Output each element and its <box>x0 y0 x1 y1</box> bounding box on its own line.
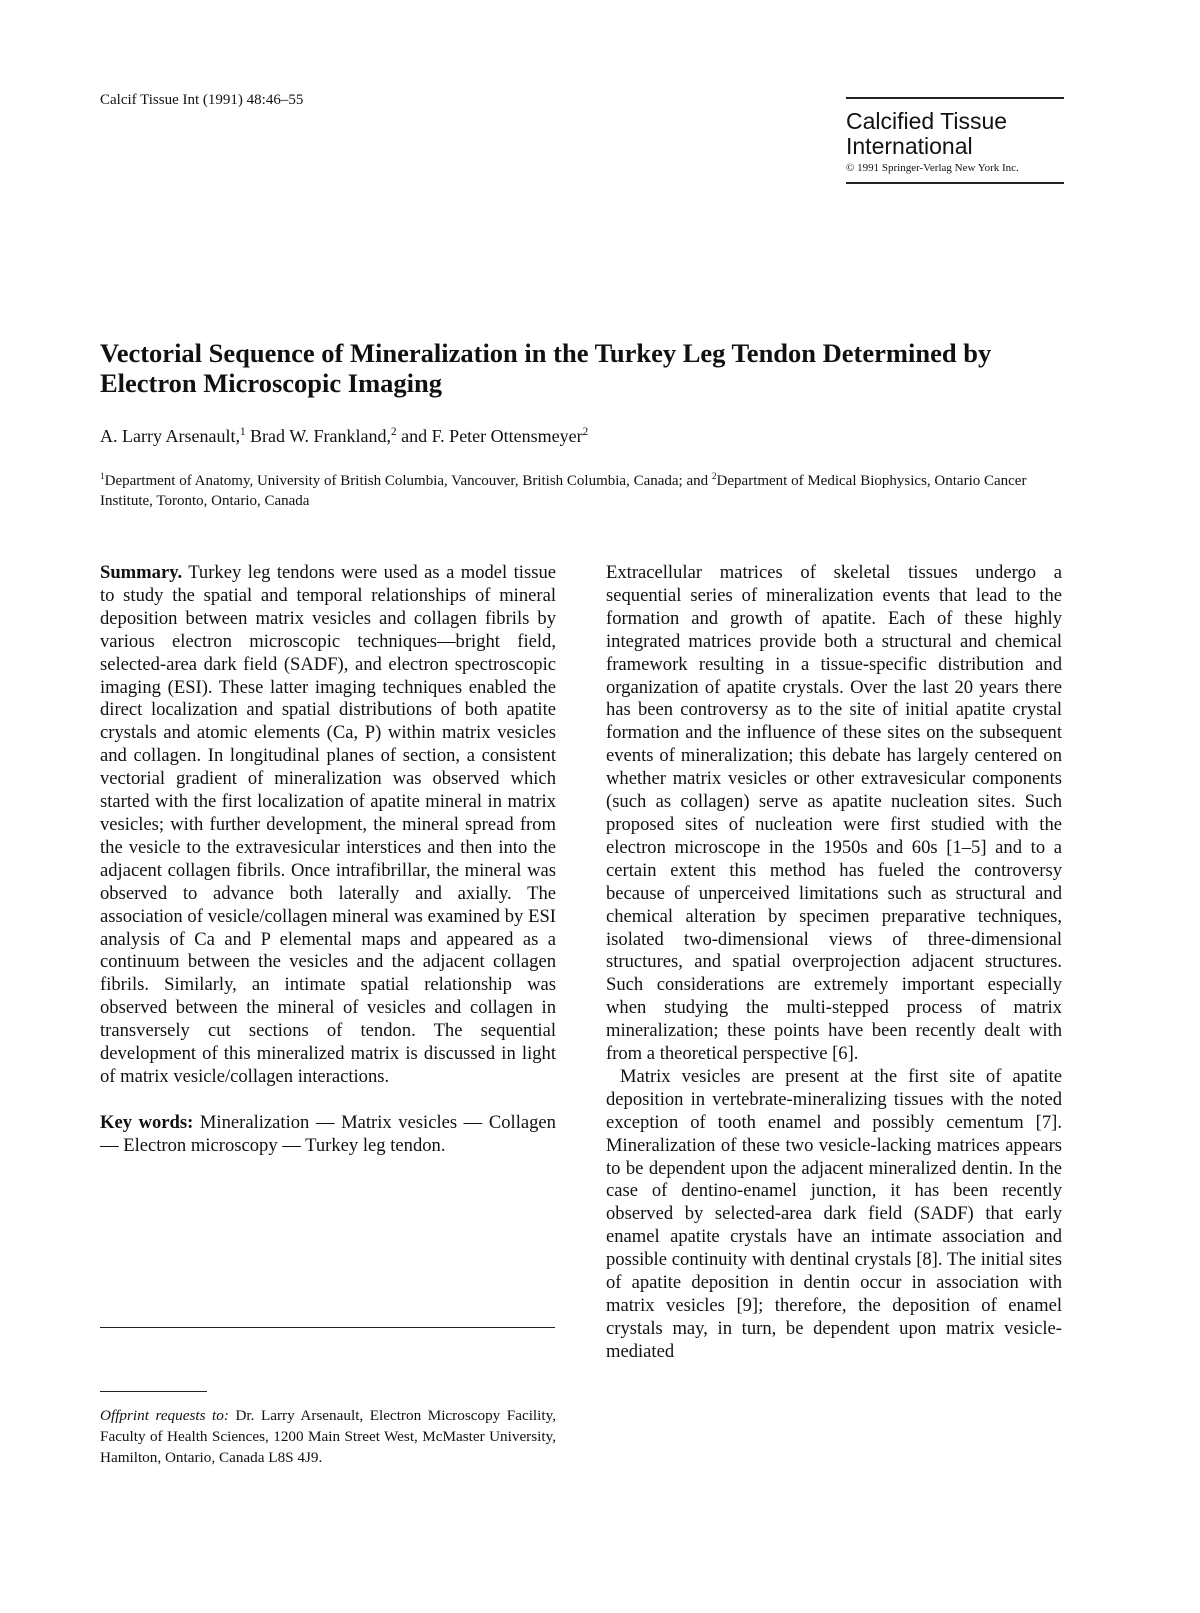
affiliation: Department of Medical Biophysics, Ontario Cancer Institute, Toronto, Ontario, Canada <box>100 473 1027 509</box>
keywords-text: Mineralization — Matrix vesicles — Collagen — Electron microscopy — Turkey leg tendon. <box>100 1111 556 1156</box>
authors <box>100 426 588 447</box>
affil-mark: 1 <box>100 472 105 482</box>
journal-citation: Calcif Tissue Int (1991) 48:46–55 <box>100 92 304 108</box>
author-affil-mark: 1 <box>239 426 246 438</box>
journal-masthead <box>846 97 1064 184</box>
author: Brad W. Frankland, <box>245 426 392 446</box>
affiliations <box>100 471 1070 511</box>
footnote <box>100 1405 556 1468</box>
summary-text: Turkey leg tendons were used as a model tissue to study the spatial and temporal relationships of mineral deposition between matrix vesicles and collagen fibrils by various electron microscopic techniques—bright field, selected-area dark field (SADF), and electron spectroscopic imaging (ESI). These latter imaging techniques enabled the direct localization and spatial distributions of both apatite crystals and atomic elements (Ca, P) within matrix vesicles and collagen. In longitudinal planes of section, a consistent vectorial gradient of mineralization was observed which started with the first localization of apatite mineral in matrix vesicles; with further development, the mineral spread from the vesicle to the extravesicular interstices and then into the adjacent collagen fibrils. Once intrafibrillar, the mineral was observed to advance both laterally and axially. The association of vesicle/collagen mineral was examined by ESI analysis of Ca and P elemental maps and appeared as a continuum between the vesicles and the adjacent collagen fibrils. Similarly, an intimate spatial relationship was observed between the mineral of vesicles and collagen in transversely cut sections of tendon. The sequential development of this mineralized matrix is discussed in light of matrix vesicle/collagen interactions. <box>100 562 556 1087</box>
footnote-divider <box>100 1391 207 1392</box>
left-column <box>100 562 556 1158</box>
right-column <box>606 562 1062 1364</box>
body-paragraph: Extracellular matrices of skeletal tissues undergo a sequential series of mineralization events that lead to the formation and growth of apatite. Each of these highly integrated matrices provide both a structural and chemical framework resulting in a tissue-specific distribution and organization of apatite crystals. Over the last 20 years there has been controversy as to the site of initial apatite crystal formation and the influence of these sites on the subsequent events of mineralization; this debate has largely centered on whether matrix vesicles or other extravesicular components (such as collagen) serve as apatite nucleation sites. Such proposed sites of nucleation were first studied with the electron microscope in the 1950s and 60s [1–5] and to a certain extent this method has fueled the controversy because of unperceived limitations such as structural and chemical alteration by specimen preparative techniques, isolated two-dimensional views of three-dimensional structures, and spatial overprojection adjacent structures. Such considerations are extremely important especially when studying the multi-stepped process of matrix mineralization; these points have been recently dealt with from a theoretical perspective [6]. <box>606 562 1062 1065</box>
journal-name: Calcified Tissue International <box>846 108 1008 159</box>
summary <box>100 562 556 1089</box>
author: A. Larry Arsenault, <box>100 426 240 446</box>
author-affil-mark: 2 <box>582 426 589 438</box>
footnote-text: Dr. Larry Arsenault, Electron Microscopy Facility, Faculty of Health Sciences, 1200 Main Street West, McMaster University, Hamilton, Ontario, Canada L8S 4J9. <box>100 1407 556 1466</box>
body-paragraph: Matrix vesicles are present at the first site of apatite deposition in vertebrate-mineralizing tissues with the noted exception of tooth enamel and possibly cementum [7]. Mineralization of these two vesicle-lacking matrices appears to be dependent upon the adjacent mineralized dentin. In the case of dentino-enamel junction, it has been recently observed by selected-area dark field (SADF) that early enamel apatite crystals have an intimate association and possible continuity with dentinal crystals [8]. The initial sites of apatite deposition in dentin occur in association with matrix vesicles [9]; therefore, the deposition of enamel crystals may, in turn, be dependent upon matrix vesicle-mediated <box>606 1065 1062 1362</box>
affiliation: Department of Anatomy, University of British Columbia, Vancouver, British Columbia, Canada; and <box>104 473 712 489</box>
affil-mark: 2 <box>711 472 717 482</box>
divider <box>100 1327 555 1328</box>
summary-label: Summary. <box>100 562 183 583</box>
keywords <box>100 1112 556 1158</box>
author-affil-mark: 2 <box>391 426 397 438</box>
article-title: Vectorial Sequence of Mineralization in the Turkey Leg Tendon Determined by Electron Microscopic Imaging <box>100 338 992 398</box>
author: and F. Peter Ottensmeyer <box>396 426 583 446</box>
footnote-label: Offprint requests to: <box>100 1407 229 1424</box>
copyright: © 1991 Springer-Verlag New York Inc. <box>846 162 1019 174</box>
keywords-label: Key words: <box>100 1111 194 1133</box>
